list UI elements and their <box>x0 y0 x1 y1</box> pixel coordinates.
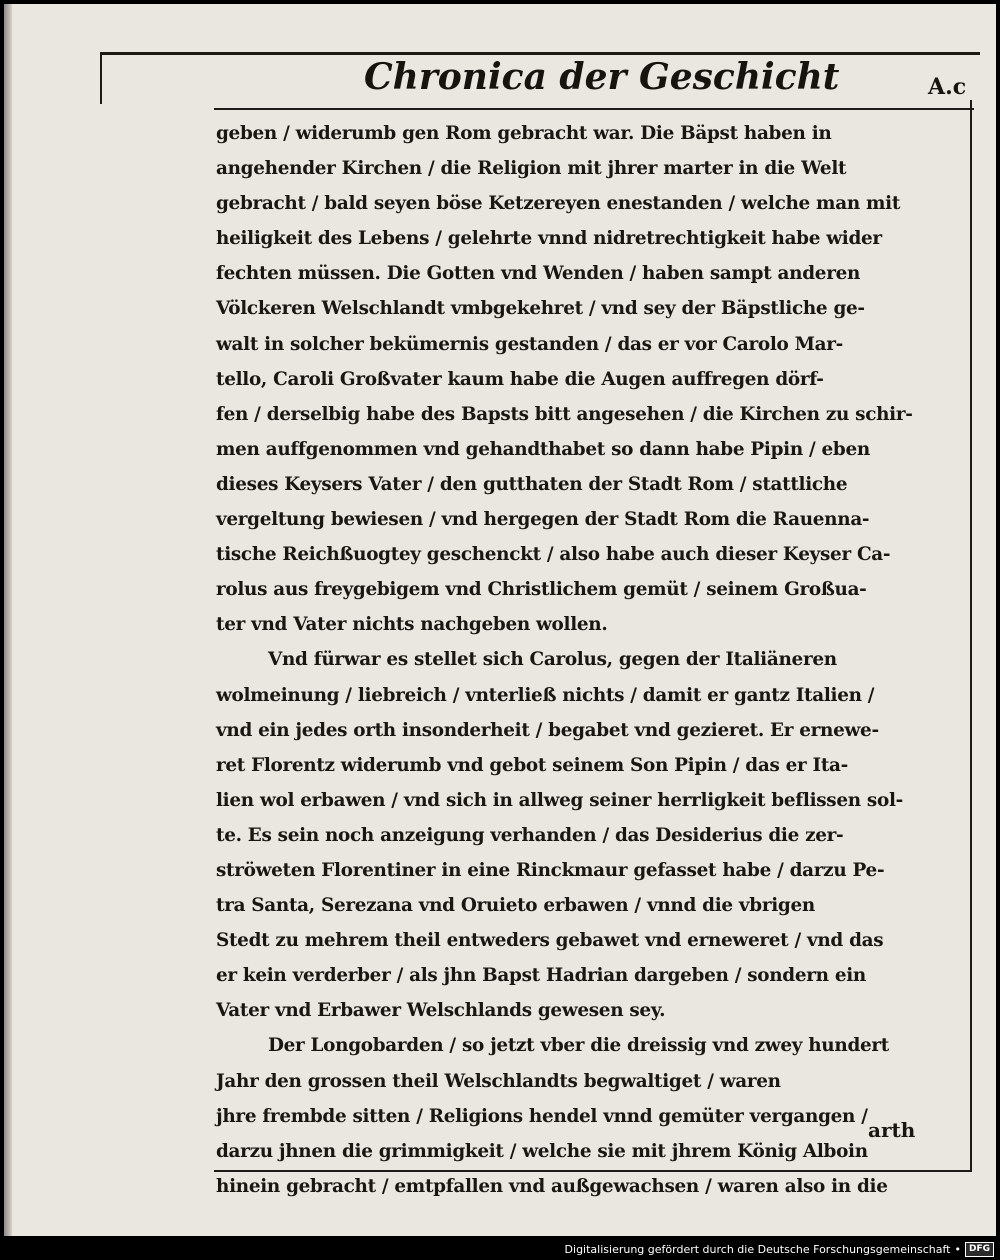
text-line: tische Reichßuogtey geschenckt / also habe auch dieser Keyser Ca- <box>216 544 891 566</box>
top-border-rule <box>100 52 980 55</box>
text-line: Der Longobarden / so jetzt vber die dreissig vnd zwey hundert <box>268 1035 889 1057</box>
digitization-credit <box>565 1241 994 1257</box>
left-border-rule <box>100 52 102 104</box>
catchword: arth <box>868 1118 916 1142</box>
text-line: vergeltung bewiesen / vnd hergegen der Stadt Rom die Rauenna- <box>216 509 870 531</box>
dfg-logo-icon: DFG <box>965 1242 994 1257</box>
text-line: Vater vnd Erbawer Welschlands gewesen sey. <box>216 1000 666 1022</box>
signature-mark: A.c <box>928 74 967 100</box>
right-border-rule <box>970 100 972 1170</box>
book-page <box>4 4 996 1236</box>
text-line: fechten müssen. Die Gotten vnd Wenden / haben sampt anderen <box>216 263 861 285</box>
text-line: lien wol erbawen / vnd sich in allweg seiner herrligkeit beflissen sol- <box>216 789 903 811</box>
text-line: Stedt zu mehrem theil entweders gebawet vnd erneweret / vnd das <box>216 930 884 952</box>
text-line: ter vnd Vater nichts nachgeben wollen. <box>216 614 608 636</box>
text-line: geben / widerumb gen Rom gebracht war. Die Bäpst haben in <box>216 123 832 144</box>
text-line: fen / derselbig habe des Bapsts bitt angesehen / die Kirchen zu schir- <box>216 403 913 425</box>
gutter-shadow <box>4 4 12 1236</box>
text-line: gebracht / bald seyen böse Ketzereyen enestanden / welche man mit <box>216 193 901 215</box>
text-line: Vnd fürwar es stellet sich Carolus, gegen der Italiäneren <box>268 649 837 671</box>
text-line: angehender Kirchen / die Religion mit jhrer marter in die Welt <box>216 158 847 180</box>
credit-text: Digitalisierung gefördert durch die Deutsche Forschungsgemeinschaft <box>564 1242 951 1256</box>
head-underline-rule <box>214 108 974 110</box>
text-line: hinein gebracht / emtpfallen vnd außgewachsen / waren also in die <box>216 1175 888 1197</box>
body-text <box>216 116 920 1204</box>
text-line: tra Santa, Serezana vnd Oruieto erbawen / vnnd die vbrigen <box>216 895 815 917</box>
text-line: heiligkeit des Lebens / gelehrte vnnd nidretrechtigkeit habe wider <box>216 228 882 250</box>
text-line: te. Es sein noch anzeigung verhanden / das Desiderius die zer- <box>216 824 844 846</box>
text-line: er kein verderber / als jhn Bapst Hadrian dargeben / sondern ein <box>216 965 866 987</box>
text-line: dieses Keysers Vater / den gutthaten der Stadt Rom / stattliche <box>216 473 848 495</box>
text-line: Völckeren Welschlandt vmbgekehret / vnd sey der Bäpstliche ge- <box>216 298 865 320</box>
text-line: Jahr den grossen theil Welschlandts begwaltiget / waren <box>216 1070 781 1092</box>
text-line: walt in solcher bekümernis gestanden / das er vor Carolo Mar- <box>216 333 843 355</box>
text-line: rolus aus freygebigem vnd Christlichem gemüt / seinem Großua- <box>216 579 867 601</box>
text-line: men auffgenommen vnd gehandthabet so dann habe Pipin / eben <box>216 438 870 460</box>
running-head: Chronica der Geschicht <box>364 56 840 98</box>
text-line: ret Florentz widerumb vnd gebot seinem Son Pipin / das er Ita- <box>216 754 848 776</box>
text-line: darzu jhnen die grimmigkeit / welche sie mit jhrem König Alboin <box>216 1140 868 1162</box>
text-line: wolmeinung / liebreich / vnterließ nichts / damit er gantz Italien / <box>216 684 875 706</box>
text-line: ströweten Florentiner in eine Rinckmaur gefasset habe / darzu Pe- <box>216 859 885 881</box>
text-line: vnd ein jedes orth insonderheit / begabet vnd gezieret. Er ernewe- <box>216 719 879 741</box>
text-line: jhre frembde sitten / Religions hendel vnnd gemüter vergangen / <box>216 1105 868 1127</box>
text-line: tello, Caroli Großvater kaum habe die Augen auffregen dörf- <box>216 368 824 390</box>
separator-dot: • <box>954 1242 961 1256</box>
